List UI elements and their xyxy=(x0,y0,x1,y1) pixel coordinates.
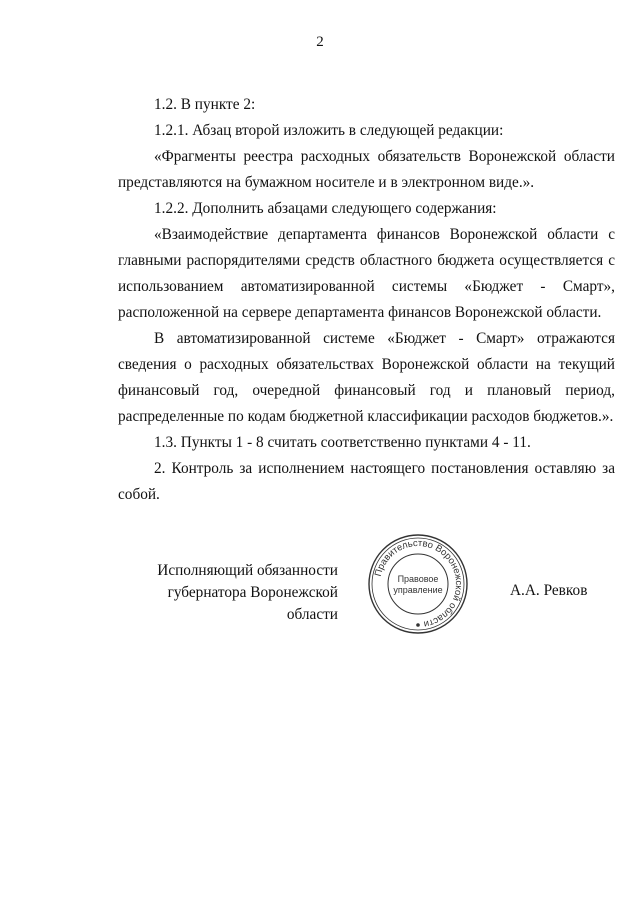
page-number: 2 xyxy=(316,34,324,50)
paragraph-1-3: 1.3. Пункты 1 - 8 считать соответственно пунктами 4 - 11. xyxy=(154,434,531,451)
paragraph-quote-interaction: «Взаимодействие департамента финансов Воронежской области с главными распорядителями средств областного бюджета осуществляется с использованием автоматизированной системы «Бюджет - Смарт», расположенной на сервере департамента финансов Воронежской области. xyxy=(118,226,615,321)
paragraph-1-2-2: 1.2.2. Дополнить абзацами следующего содержания: xyxy=(154,200,497,217)
paragraph-1-2: 1.2. В пункте 2: xyxy=(154,96,256,113)
paragraph-quote-fragments: «Фрагменты реестра расходных обязательств Воронежской области представляются на бумажном носителе и в электронном виде.». xyxy=(118,148,615,191)
document-body xyxy=(118,92,615,508)
official-seal-stamp xyxy=(366,532,470,636)
seal-center-line-2: управление xyxy=(393,585,443,595)
seal-dot xyxy=(416,623,420,627)
signature-title-line-1: Исполняющий обязанности xyxy=(157,562,338,579)
paragraph-2-control: 2. Контроль за исполнением настоящего постановления оставляю за собой. xyxy=(118,460,615,503)
signature-title xyxy=(118,560,338,626)
paragraph-budget-smart: В автоматизированной системе «Бюджет - Смарт» отражаются сведения о расходных обязательствах Воронежской области на текущий финансовый год, очередной финансовый год и плановый период, распределенные по кодам бюджетной классификации расходов бюджетов.». xyxy=(118,330,615,425)
paragraph-1-2-1: 1.2.1. Абзац второй изложить в следующей редакции: xyxy=(154,122,504,139)
seal-center-line-1: Правовое xyxy=(397,574,439,584)
signature-title-line-2: губернатора Воронежской области xyxy=(167,584,338,623)
signatory-name: А.А. Ревков xyxy=(510,582,588,599)
seal-ring-text: Правительство Воронежской области xyxy=(372,537,465,630)
